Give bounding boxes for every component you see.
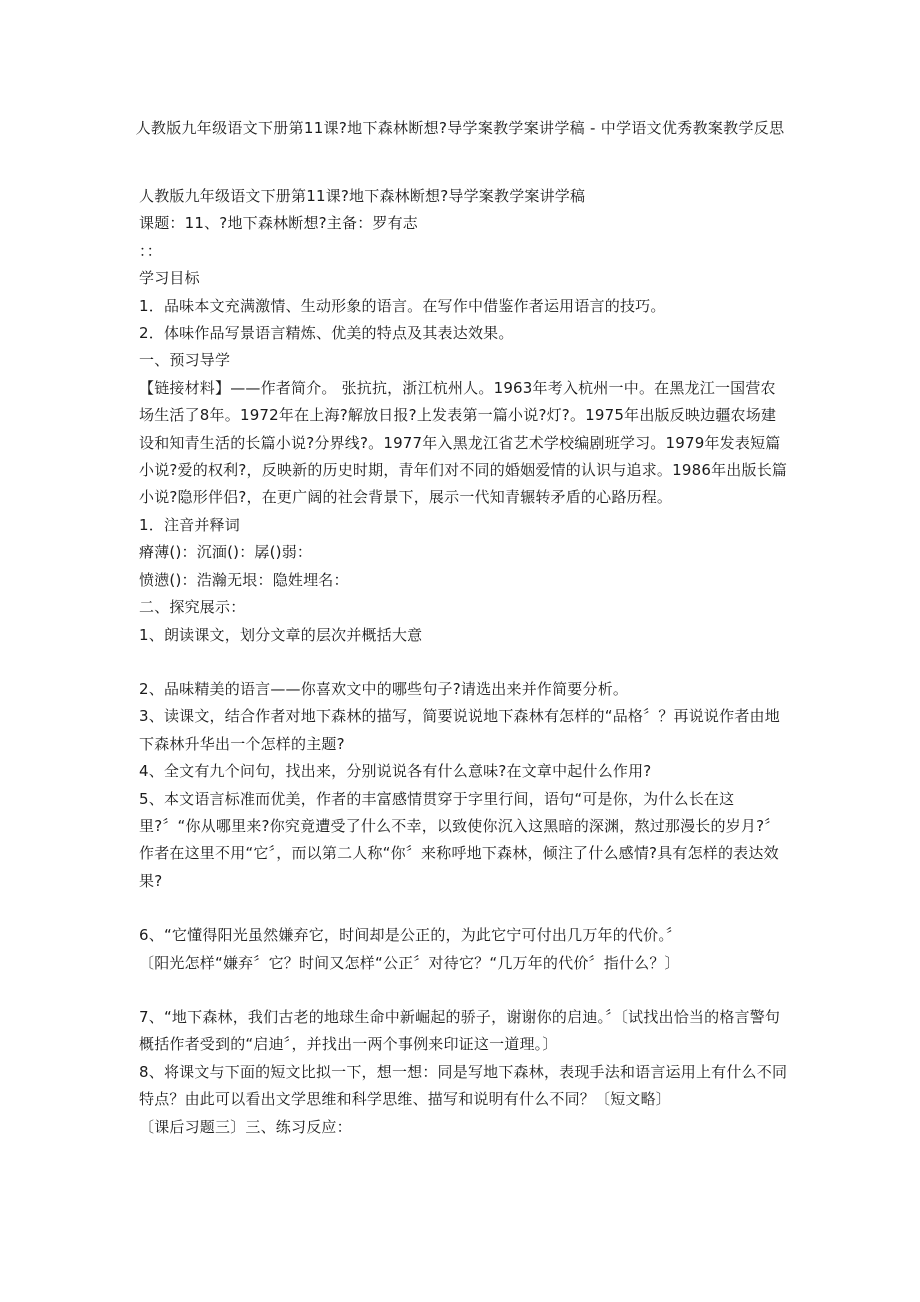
objective-2: 2．体味作品写景语言精炼、优美的特点及其表达效果。 bbox=[139, 324, 514, 343]
words-line-1: 瘠薄()：沉湎()：孱()弱： bbox=[139, 543, 313, 562]
section-2-heading: 二、探究展示： bbox=[139, 598, 246, 617]
spacer bbox=[139, 977, 789, 1004]
question-6-sub: 〔阳光怎样“嫌弃〞它？时间又怎样“公正〞对待它？“几万年的代价〞指什么？〕 bbox=[139, 953, 680, 972]
question-7: 7、“地下森林，我们古老的地球生命中新崛起的骄子，谢谢你的启迪。〞〔试找出恰当的格言警句概括作者受到的“启迪〞，并找出一两个事例来印证这一道理。〕 bbox=[139, 1007, 781, 1054]
question-6: 6、“它懂得阳光虽然嫌弃它，时间却是公正的，为此它宁可付出几万年的代价。〞 bbox=[139, 926, 682, 945]
question-1: 1、朗读课文，划分文章的层次并概括大意 bbox=[139, 625, 423, 644]
question-4: 4、全文有九个问句，找出来，分别说说各有什么意味?在文章中起什么作用? bbox=[139, 762, 652, 781]
author-bio: 【链接材料】——作者简介。 张抗抗，浙江杭州人。1963年考入杭州一中。在黑龙江一国营农场生活了8年。1972年在上海?解放日报?上发表第一篇小说?灯?。1975年出版反映边疆农场建设和知青生活的长篇小说?分界线?。1977年入黑龙江省艺术学校编剧班学习。1979年发表短篇小说?爱的权利?，反映新的历史时期，青年们对不同的婚姻爱情的认识与追求。1986年出版长篇小说?隐形伴侣?，在更广阔的社会背景下，展示一代知青辗转矛盾的心路历程。 bbox=[139, 378, 788, 507]
phonetic-heading: 1．注音并释词 bbox=[139, 515, 240, 534]
question-5: 5、本文语言标准而优美，作者的丰富感情贯穿于字里行间，语句“可是你，为什么长在这里?〞“你从哪里来?你究竟遭受了什么不幸，以致使你沉入这黑暗的深渊，熬过那漫长的岁月?〞作者在这里不用“它〞，而以第二人称“你〞来称呼地下森林，倾注了什么感情?具有怎样的表达效果? bbox=[139, 789, 780, 890]
topic-line: 课题：11、?地下森林断想?主备：罗有志 bbox=[139, 214, 419, 233]
last-line: 〔课后习题三〕三、练习反应： bbox=[139, 1117, 352, 1136]
section-1-heading: 一、预习导学 bbox=[139, 351, 231, 370]
objective-1: 1．品味本文充满激情、生动形象的语言。在写作中借鉴作者运用语言的技巧。 bbox=[139, 296, 666, 315]
document-body bbox=[139, 183, 789, 1141]
question-3: 3、读课文，结合作者对地下森林的描写，简要说说地下森林有怎样的“品格〞？再说说作者由地下森林升华出一个怎样的主题? bbox=[139, 707, 780, 753]
objectives-heading: 学习目标 bbox=[139, 269, 200, 288]
colons-line: ：： bbox=[139, 241, 162, 260]
question-8: 8、将课文与下面的短文比拟一下，想一想：同是写地下森林，表现手法和语言运用上有什么不同特点？由此可以看出文学思维和科学思维、描写和说明有什么不同？〔短文略〕 bbox=[139, 1062, 788, 1109]
subtitle: 人教版九年级语文下册第11课?地下森林断想?导学案教学案讲学稿 bbox=[139, 187, 586, 205]
spacer bbox=[139, 895, 789, 922]
document-title: 人教版九年级语文下册第11课?地下森林断想?导学案教学案讲学稿 - 中学语文优秀教案教学反思 bbox=[135, 119, 785, 137]
spacer bbox=[139, 649, 789, 676]
words-line-2: 愤懑()：浩瀚无垠：隐姓埋名： bbox=[139, 570, 349, 589]
question-2: 2、品味精美的语言——你喜欢文中的哪些句子?请选出来并作简要分析。 bbox=[139, 679, 629, 698]
